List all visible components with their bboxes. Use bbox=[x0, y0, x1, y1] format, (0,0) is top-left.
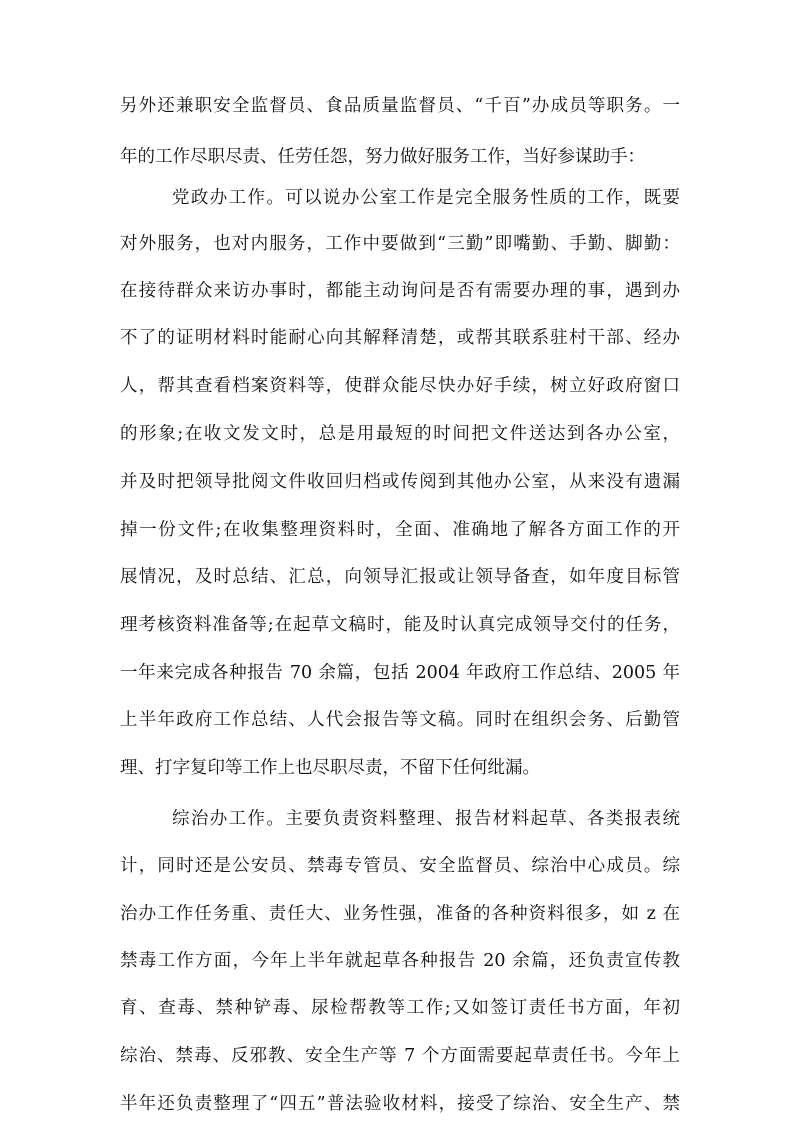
text-line: 计，同时还是公安员、禁毒专管员、安全监督员、综治中心成员。综 bbox=[120, 856, 680, 876]
text-line: 一年来完成各种报告 70 余篇，包括 2004 年政府工作总结、2005 年 bbox=[120, 663, 680, 683]
text-line: 不了的证明材料时能耐心向其解释清楚，或帮其联系驻村干部、经办 bbox=[120, 328, 680, 348]
paragraph-first-line: 综治办工作。主要负责资料整理、报告材料起草、各类报表统 bbox=[172, 809, 680, 829]
text-line: 的形象;在收文发文时，总是用最短的时间把文件送达到各办公室， bbox=[120, 424, 680, 444]
text-line: 理、打字复印等工作上也尽职尽责，不留下任何纰漏。 bbox=[120, 758, 540, 778]
text-line: 人，帮其查看档案资料等，使群众能尽快办好手续，树立好政府窗口 bbox=[120, 376, 680, 396]
text-line: 展情况，及时总结、汇总，向领导汇报或让领导备查，如年度目标管 bbox=[120, 567, 680, 587]
text-line: 年的工作尽职尽责、任劳任怨，努力做好服务工作，当好参谋助手： bbox=[120, 147, 645, 167]
text-line: 半年还负责整理了“四五”普法验收材料，接受了综治、安全生产、禁 bbox=[120, 1094, 680, 1114]
text-line: 理考核资料准备等;在起草文稿时，能及时认真完成领导交付的任务， bbox=[120, 615, 680, 635]
text-line: 掉一份文件;在收集整理资料时，全面、准确地了解各方面工作的开 bbox=[120, 520, 680, 540]
text-line: 在接待群众来访办事时，都能主动询问是否有需要办理的事，遇到办 bbox=[120, 281, 680, 301]
text-line: 育、查毒、禁种铲毒、尿检帮教等工作;又如签订责任书方面，年初 bbox=[120, 998, 680, 1018]
text-line: 禁毒工作方面，今年上半年就起草各种报告 20 余篇，还负责宣传教 bbox=[120, 951, 680, 971]
text-line: 上半年政府工作总结、人代会报告等文稿。同时在组织会务、后勤管 bbox=[120, 710, 680, 730]
text-line: 对外服务，也对内服务，工作中要做到“三勤”即嘴勤、手勤、脚勤： bbox=[120, 234, 680, 254]
text-line: 并及时把领导批阅文件收回归档或传阅到其他办公室，从来没有遗漏 bbox=[120, 472, 680, 492]
text-line: 综治、禁毒、反邪教、安全生产等 7 个方面需要起草责任书。今年上 bbox=[120, 1046, 680, 1066]
text-line: 另外还兼职安全监督员、食品质量监督员、“千百”办成员等职务。一 bbox=[120, 96, 680, 116]
text-line: 治办工作任务重、责任大、业务性强，准备的各种资料很多，如 z 在 bbox=[120, 904, 680, 924]
paragraph-first-line: 党政办工作。可以说办公室工作是完全服务性质的工作，既要 bbox=[172, 188, 680, 208]
